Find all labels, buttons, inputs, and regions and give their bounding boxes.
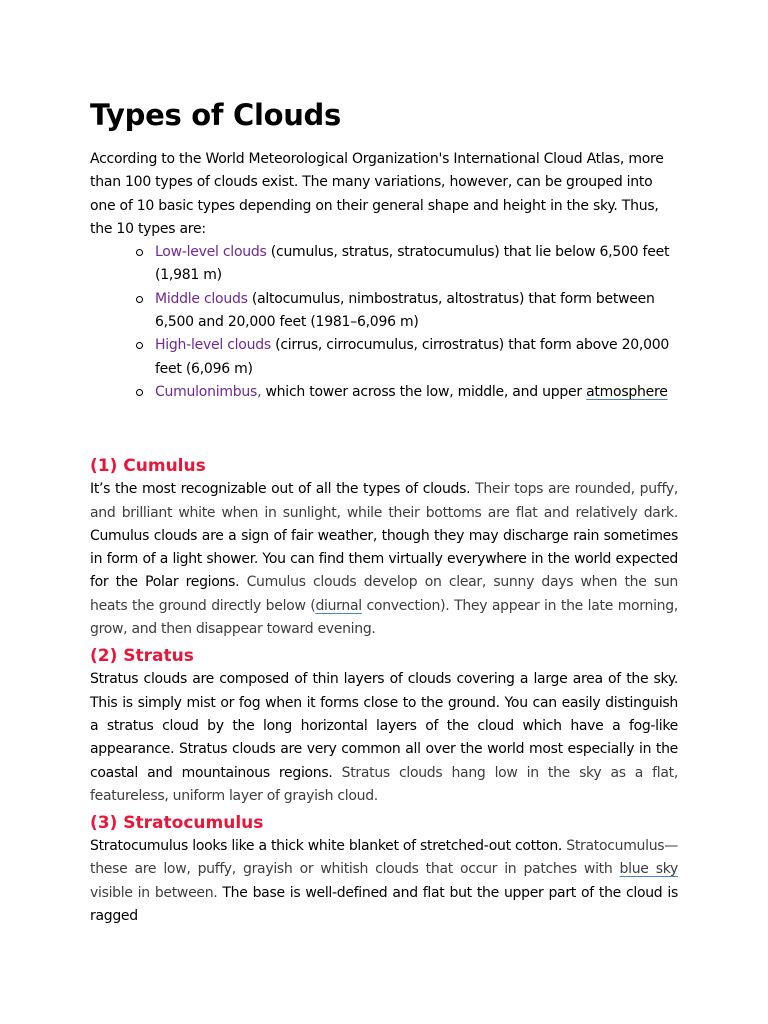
circle-bullet-icon <box>136 296 143 303</box>
stratus-paragraph <box>90 668 678 808</box>
list-item <box>155 288 678 335</box>
cumulus-paragraph <box>90 478 678 641</box>
stratocumulus-paragraph <box>90 835 678 928</box>
cumulus-text-5: convection). They appear in the late morning, grow, and then disappear toward evening. <box>90 597 678 638</box>
term-middle: Middle clouds <box>155 290 248 307</box>
stratocumulus-text-3: visible in between. <box>90 884 218 901</box>
term-high-level: High-level clouds <box>155 337 271 354</box>
term-cumulonimbus: Cumulonimbus, <box>155 383 262 400</box>
circle-bullet-icon <box>136 342 143 349</box>
stratus-text-1: Stratus clouds are composed of thin layers of clouds covering a large area of the sky. This is simply mist or fog when it forms close to the ground. You can easily distinguish a stratus cloud by the long horizontal layers of the cloud which have a fog-like appearance. Stratus clouds are very common all over the world most especially in the coastal and mountainous regions. <box>90 671 678 781</box>
heading-stratus: (2) Stratus <box>90 646 194 667</box>
list-item <box>155 381 678 404</box>
list-item-text: (cumulus, stratus, stratocumulus) that lie below 6,500 feet (1,981 m) <box>155 244 670 284</box>
stratocumulus-text-1: Stratocumulus looks like a thick white blanket of stretched-out cotton. <box>90 838 563 855</box>
stratus-text-2: Stratus clouds hang low in the sky as a flat, featureless, uniform layer of grayish cloud. <box>90 764 679 804</box>
cumulus-text-3: Cumulus clouds are a sign of fair weather, though they may discharge rain sometimes in form of a light shower. You can find them virtually everywhere in the world expected for the Polar regions. <box>90 527 678 591</box>
heading-cumulus: (1) Cumulus <box>90 456 206 477</box>
list-item-text: (cirrus, cirrocumulus, cirrostratus) that form above 20,000 feet (6,096 m) <box>155 337 670 377</box>
stratocumulus-text-4: The base is well-defined and flat but the upper part of the cloud is ragged <box>90 884 678 925</box>
list-item-text: which tower across the low, middle, and upper <box>261 383 587 400</box>
blue-sky-link[interactable]: blue sky <box>619 861 678 878</box>
circle-bullet-icon <box>136 389 143 396</box>
cumulus-text-1: It’s the most recognizable out of all the types of clouds. <box>90 481 471 498</box>
cumulus-text-4: Cumulus clouds develop on clear, sunny days when the sun heats the ground directly below ( <box>90 574 679 614</box>
list-item <box>155 241 678 288</box>
cumulus-text-2: Their tops are rounded, puffy, and brilliant white when in sunlight, while their bottoms are flat and relatively dark. <box>90 481 678 521</box>
term-low-level: Low-level clouds <box>155 244 267 261</box>
circle-bullet-icon <box>136 249 143 256</box>
cloud-types-list <box>90 241 678 404</box>
stratocumulus-text-2: Stratocumulus—these are low, puffy, grayish or whitish clouds that occur in patches with <box>90 838 678 878</box>
intro-paragraph: According to the World Meteorological Organization's International Cloud Atlas, more than 100 types of clouds exist. The many variations, however, can be grouped into one of 10 basic types depending on their general shape and height in the sky. Thus, the 10 types are: <box>90 151 664 237</box>
diurnal-link[interactable]: diurnal <box>315 597 362 614</box>
page-title: Types of Clouds <box>90 98 341 132</box>
list-item <box>155 334 678 381</box>
list-item-text: (altocumulus, nimbostratus, altostratus) that form between 6,500 and 20,000 feet (1981–6,096 m) <box>155 290 655 331</box>
atmosphere-link[interactable]: atmosphere <box>586 383 668 400</box>
heading-stratocumulus: (3) Stratocumulus <box>90 813 264 834</box>
